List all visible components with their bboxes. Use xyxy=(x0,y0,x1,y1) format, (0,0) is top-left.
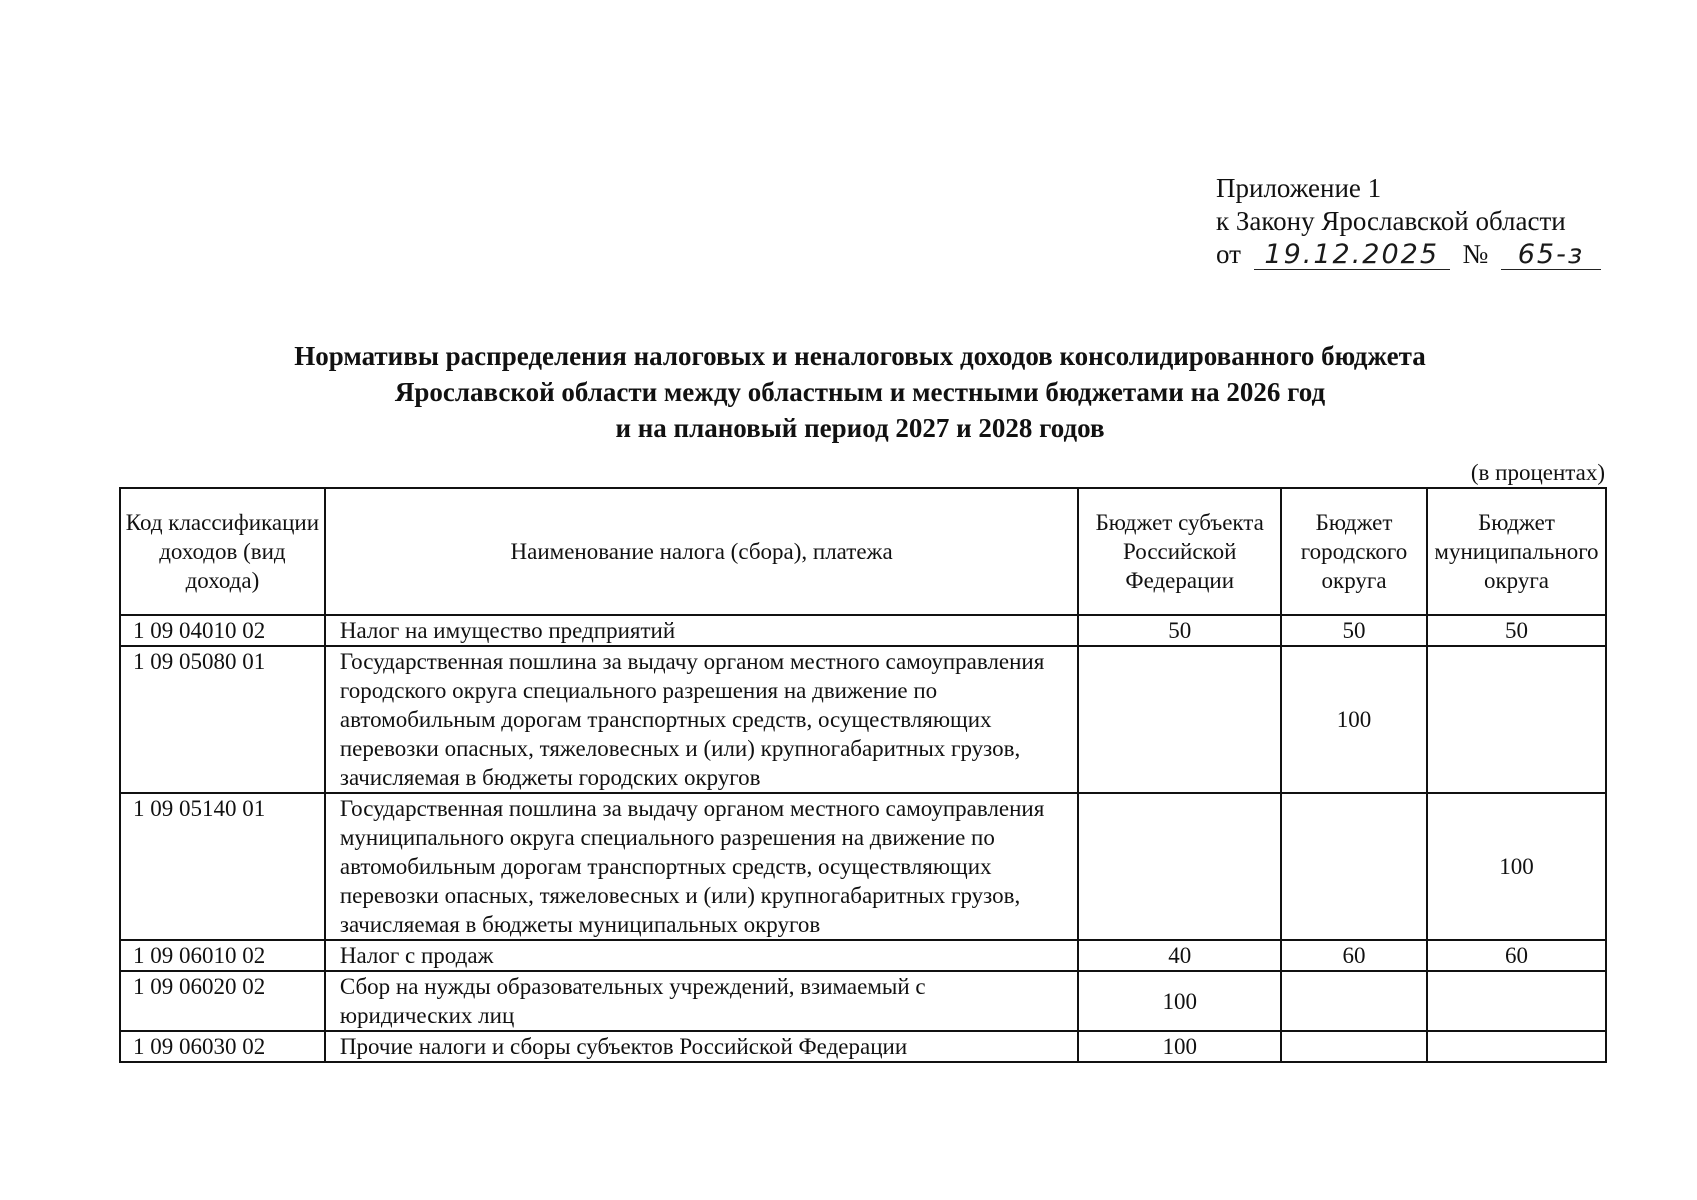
row-city-district-budget: 60 xyxy=(1281,940,1427,971)
row-municipal-district-budget: 100 xyxy=(1427,793,1606,940)
row-code: 1 09 05140 01 xyxy=(120,793,325,940)
row-name: Прочие налоги и сборы субъектов Российской Федерации xyxy=(325,1031,1078,1062)
row-subject-budget: 40 xyxy=(1078,940,1281,971)
row-code: 1 09 06010 02 xyxy=(120,940,325,971)
table-row xyxy=(120,940,1606,971)
row-subject-budget xyxy=(1078,646,1281,793)
row-name: Государственная пошлина за выдачу органом местного самоуправления муниципального округа специального разрешения на движение по автомобильным дорогам транспортных средств, осуществляющих перевозки опасных, тяжеловесных и (или) крупногабаритных грузов, зачисляемая в бюджеты муниципальных округов xyxy=(325,793,1078,940)
table-row xyxy=(120,1031,1606,1062)
appendix-date-line xyxy=(1216,238,1636,271)
number-label: № xyxy=(1462,239,1489,269)
row-name: Сбор на нужды образовательных учреждений, взимаемый с юридических лиц xyxy=(325,971,1078,1031)
document-title xyxy=(150,338,1570,446)
row-city-district-budget xyxy=(1281,1031,1427,1062)
appendix-title: Приложение 1 xyxy=(1216,173,1382,203)
table-row xyxy=(120,793,1606,940)
header-name: Наименование налога (сбора), платежа xyxy=(325,488,1078,615)
row-subject-budget: 100 xyxy=(1078,971,1281,1031)
header-municipal-district-budget: Бюджет муниципального округа xyxy=(1427,488,1606,615)
row-city-district-budget: 50 xyxy=(1281,615,1427,646)
row-municipal-district-budget: 60 xyxy=(1427,940,1606,971)
from-label: от xyxy=(1216,239,1241,269)
row-name: Государственная пошлина за выдачу органом местного самоуправления городского округа специального разрешения на движение по автомобильным дорогам транспортных средств, осуществляющих перевозки опасных, тяжеловесных и (или) крупногабаритных грузов, зачисляемая в бюджеты городских округов xyxy=(325,646,1078,793)
row-code: 1 09 06020 02 xyxy=(120,971,325,1031)
table-header-row xyxy=(120,488,1606,615)
table-row xyxy=(120,646,1606,793)
row-code: 1 09 05080 01 xyxy=(120,646,325,793)
appendix-law: к Закону Ярославской области xyxy=(1216,206,1566,236)
row-code: 1 09 04010 02 xyxy=(120,615,325,646)
row-municipal-district-budget xyxy=(1427,646,1606,793)
norms-table xyxy=(119,487,1607,1063)
row-subject-budget: 100 xyxy=(1078,1031,1281,1062)
title-line-1: Нормативы распределения налоговых и неналоговых доходов консолидированного бюджета xyxy=(294,341,1426,371)
law-number: 65-з xyxy=(1501,241,1601,270)
row-city-district-budget xyxy=(1281,971,1427,1031)
row-municipal-district-budget: 50 xyxy=(1427,615,1606,646)
appendix-block xyxy=(1216,172,1636,271)
row-name: Налог на имущество предприятий xyxy=(325,615,1078,646)
row-name: Налог с продаж xyxy=(325,940,1078,971)
table-row xyxy=(120,971,1606,1031)
row-subject-budget: 50 xyxy=(1078,615,1281,646)
row-municipal-district-budget xyxy=(1427,1031,1606,1062)
header-subject-budget: Бюджет субъекта Российской Федерации xyxy=(1078,488,1281,615)
table-row xyxy=(120,615,1606,646)
title-line-3: и на плановый период 2027 и 2028 годов xyxy=(615,413,1105,443)
unit-note: (в процентах) xyxy=(1470,460,1605,485)
header-city-district-budget: Бюджет городского округа xyxy=(1281,488,1427,615)
row-municipal-district-budget xyxy=(1427,971,1606,1031)
row-subject-budget xyxy=(1078,793,1281,940)
law-date: 19.12.2025 xyxy=(1254,241,1450,270)
header-code: Код классификации доходов (вид дохода) xyxy=(120,488,325,615)
row-city-district-budget: 100 xyxy=(1281,646,1427,793)
title-line-2: Ярославской области между областным и местными бюджетами на 2026 год xyxy=(394,377,1326,407)
row-city-district-budget xyxy=(1281,793,1427,940)
row-code: 1 09 06030 02 xyxy=(120,1031,325,1062)
